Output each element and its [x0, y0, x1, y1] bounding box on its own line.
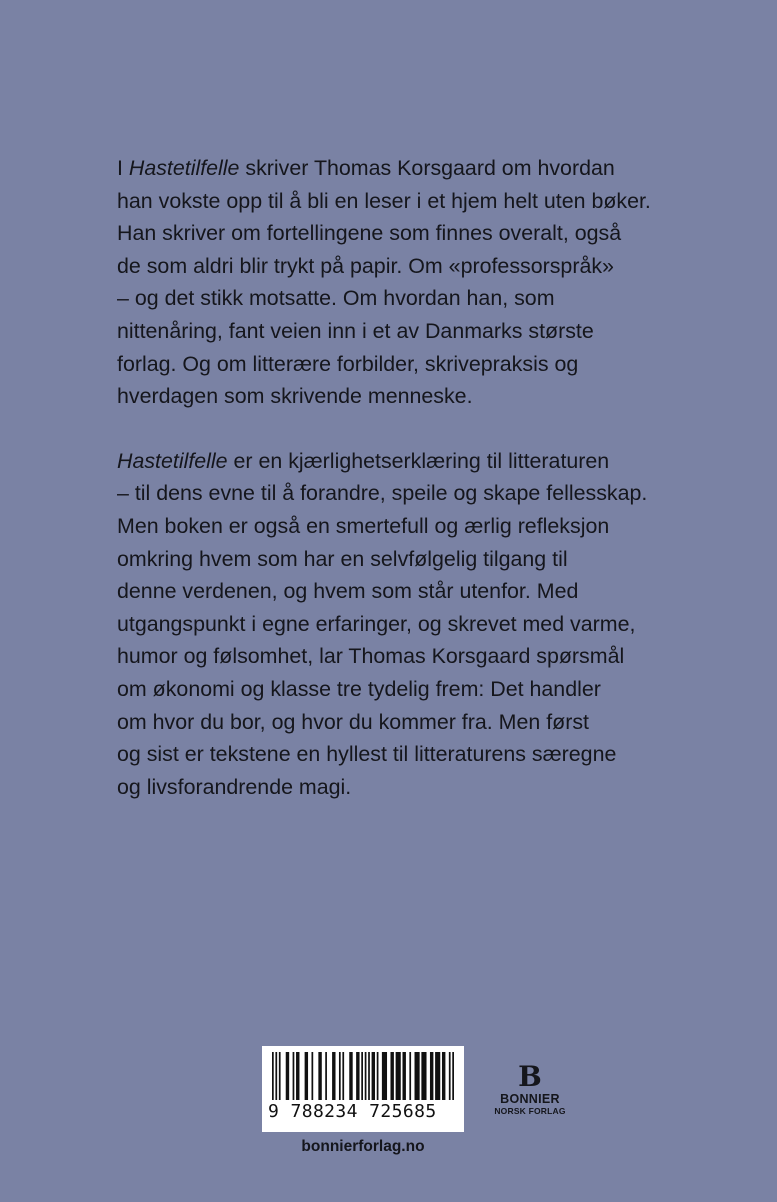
barcode-bar — [356, 1052, 359, 1100]
blurb-line — [117, 738, 717, 771]
barcode-bar — [372, 1052, 375, 1100]
barcode-bar — [325, 1052, 327, 1100]
barcode-bar — [318, 1052, 321, 1100]
barcode-bar — [332, 1052, 335, 1100]
blurb-line — [117, 640, 717, 673]
barcode-bar — [296, 1052, 299, 1100]
blurb-text-segment: om hvor du bor, og hvor du kommer fra. Men først — [117, 709, 589, 734]
blurb-text-segment: I — [117, 156, 129, 180]
publisher-website: bonnierforlag.no — [301, 1138, 425, 1155]
barcode-bar — [275, 1052, 277, 1100]
blurb-line — [117, 348, 717, 381]
blurb-text-segment: og sist er tekstene en hyllest til litteraturens særegne — [117, 742, 617, 767]
blurb-line — [117, 608, 717, 641]
blurb-text-segment: skriver Thomas Korsgaard om hvordan — [239, 156, 615, 180]
blurb-text-segment: denne verdenen, og hvem som står utenfor. Med — [117, 579, 579, 604]
barcode-bar — [279, 1052, 281, 1100]
blurb-line — [117, 575, 717, 608]
barcode-bar — [435, 1052, 440, 1100]
barcode-bar — [449, 1052, 451, 1100]
blurb-line — [117, 152, 717, 185]
barcode-bar — [349, 1052, 352, 1100]
blurb-text-segment: hverdagen som skrivende menneske. — [117, 384, 473, 409]
blurb-line — [117, 217, 717, 250]
isbn-barcode — [262, 1046, 464, 1132]
blurb-line — [117, 477, 717, 510]
barcode-bar — [382, 1052, 387, 1100]
blurb-text — [117, 152, 717, 803]
barcode-bar — [442, 1052, 445, 1100]
blurb-text-segment: nittenåring, fant veien inn i et av Danmarks største — [117, 318, 594, 343]
blurb-text-segment: Men boken er også en smertefull og ærlig refleksjon — [117, 513, 610, 538]
barcode-bar — [272, 1052, 274, 1100]
blurb-line — [117, 706, 717, 739]
blurb-line — [117, 510, 717, 543]
book-title-italic: Hastetilfelle — [117, 448, 228, 473]
blurb-text-segment: omkring hvem som har en selvfølgelig tilgang til — [117, 546, 568, 571]
barcode-bar — [293, 1052, 295, 1100]
publisher-name: BONNIER — [500, 1092, 560, 1106]
blurb-line — [117, 380, 717, 413]
blurb-paragraph-2 — [117, 445, 717, 804]
blurb-line — [117, 315, 717, 348]
bonnier-b-icon: B — [518, 1060, 542, 1093]
barcode-bar — [361, 1052, 363, 1100]
barcode-bar — [390, 1052, 393, 1100]
blurb-text-segment: – og det stikk motsatte. Om hvordan han, som — [117, 286, 555, 311]
isbn-number: 9 788234 725685 — [268, 1101, 437, 1122]
paragraph-gap — [117, 413, 717, 445]
publisher-subtitle: NORSK FORLAG — [494, 1106, 566, 1116]
blurb-line — [117, 543, 717, 576]
barcode-bar — [311, 1052, 313, 1100]
barcode-bar — [396, 1052, 401, 1100]
blurb-text-segment: – til dens evne til å forandre, speile og skape fellesskap. — [117, 481, 648, 506]
barcode-bars — [272, 1052, 454, 1102]
blurb-text-segment: utgangspunkt i egne erfaringer, og skrevet med varme, — [117, 611, 636, 636]
blurb-text-segment: forlag. Og om litterære forbilder, skrivepraksis og — [117, 351, 579, 376]
publisher-logo — [490, 1062, 570, 1116]
blurb-line — [117, 445, 717, 478]
blurb-text-segment: er en kjærlighetserklæring til litteraturen — [227, 448, 610, 473]
barcode-bar — [452, 1052, 454, 1100]
barcode-bar — [286, 1052, 289, 1100]
blurb-line — [117, 771, 717, 804]
barcode-bar — [365, 1052, 367, 1100]
barcode-bar — [409, 1052, 411, 1100]
book-title-italic: Hastetilfelle — [128, 156, 240, 180]
barcode-bar — [402, 1052, 405, 1100]
blurb-line — [117, 673, 717, 706]
barcode-bar — [421, 1052, 426, 1100]
barcode-bar — [430, 1052, 433, 1100]
blurb-line — [117, 282, 717, 315]
barcode-bar — [339, 1052, 341, 1100]
blurb-text-segment: Han skriver om fortellingene som finnes overalt, også — [117, 221, 622, 246]
barcode-bar — [415, 1052, 420, 1100]
barcode-bar — [305, 1052, 308, 1100]
barcode-bar — [342, 1052, 344, 1100]
blurb-line — [117, 250, 717, 283]
barcode-bar — [377, 1052, 379, 1100]
barcode-bar — [368, 1052, 370, 1100]
blurb-text-segment: om økonomi og klasse tre tydelig frem: Det handler — [117, 676, 601, 701]
blurb-text-segment: og livsforandrende magi. — [117, 774, 352, 799]
blurb-text-segment: han vokste opp til å bli en leser i et hjem helt uten bøker. — [117, 188, 651, 213]
blurb-text-segment: humor og følsomhet, lar Thomas Korsgaard spørsmål — [117, 644, 625, 669]
blurb-paragraph-1 — [117, 152, 717, 413]
blurb-text-segment: de som aldri blir trykt på papir. Om «professorspråk» — [117, 253, 614, 278]
blurb-line — [117, 185, 717, 218]
